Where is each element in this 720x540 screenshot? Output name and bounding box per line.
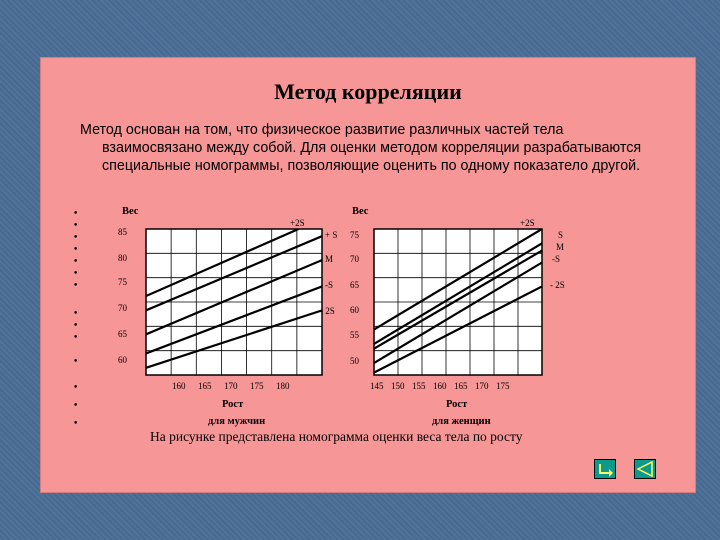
chart-title: для женщин xyxy=(432,416,491,427)
chart-title: для мужчин xyxy=(208,416,266,427)
chart-ylabel: Вес xyxy=(122,206,139,217)
y-tick-label: 60 xyxy=(350,305,359,315)
x-tick-label: 165 xyxy=(198,381,212,391)
chart-ylabel: Вес xyxy=(352,206,369,217)
series-label: +2S xyxy=(290,218,305,228)
bullet: • xyxy=(73,309,79,319)
y-tick-label: 80 xyxy=(118,253,127,263)
y-tick-label: 50 xyxy=(350,356,359,366)
x-tick-label: 160 xyxy=(172,381,186,391)
x-tick-label: 170 xyxy=(475,381,489,391)
y-tick-label: 60 xyxy=(118,355,127,365)
y-tick-label: 70 xyxy=(118,303,127,313)
series-label: +2S xyxy=(520,218,535,228)
triangle-left-icon xyxy=(635,460,655,478)
bullet: • xyxy=(73,383,79,393)
x-tick-label: 180 xyxy=(276,381,290,391)
chart-xlabel: Рост xyxy=(222,399,244,410)
paragraph-rest: взаимосвязано между собой. Для оценки методом корреляции разрабатываются специальные номограммы, позволяющие оценить по одному показатело другой. xyxy=(102,140,642,174)
x-tick-label: 155 xyxy=(412,381,426,391)
chart-xlabel: Рост xyxy=(446,399,468,410)
bullet: • xyxy=(73,321,79,331)
bullet: • xyxy=(73,221,79,231)
y-tick-label: 70 xyxy=(350,254,359,264)
x-tick-label: 165 xyxy=(454,381,468,391)
y-tick-label: 65 xyxy=(350,280,359,290)
series-label: - 2S xyxy=(320,306,335,316)
back-button[interactable] xyxy=(634,459,656,479)
y-tick-label: 85 xyxy=(118,227,127,237)
home-button[interactable] xyxy=(594,459,616,479)
bullet: • xyxy=(73,233,79,243)
series-label: -S xyxy=(552,254,561,264)
bullet: • xyxy=(73,269,79,279)
bullet: • xyxy=(73,401,79,411)
x-tick-label: 170 xyxy=(224,381,238,391)
paragraph-first-line: Метод основан на том, что физическое развитие различных частей тела xyxy=(80,122,564,138)
bullet: • xyxy=(73,419,79,429)
series-label: -S xyxy=(325,280,334,290)
y-tick-label: 55 xyxy=(350,330,359,340)
return-arrow-icon xyxy=(595,460,615,478)
series-label: M xyxy=(556,242,565,252)
x-tick-label: 175 xyxy=(250,381,264,391)
nomogram-charts xyxy=(40,57,696,493)
x-tick-label: 160 xyxy=(433,381,447,391)
y-tick-label: 75 xyxy=(350,230,359,240)
x-tick-label: 175 xyxy=(496,381,510,391)
series-label: + S xyxy=(325,230,338,240)
bullet: • xyxy=(73,333,79,343)
series-label: M xyxy=(325,254,334,264)
bullet: • xyxy=(73,357,79,367)
slide-title: Метод корреляции xyxy=(274,79,462,104)
figure-caption: На рисунке представлена номограмма оценки веса тела по росту xyxy=(150,429,523,444)
bullet: • xyxy=(73,257,79,267)
x-tick-label: 145 xyxy=(370,381,384,391)
slide xyxy=(40,57,696,493)
y-tick-label: 65 xyxy=(118,329,127,339)
bullet: • xyxy=(73,281,79,291)
bullet: • xyxy=(73,245,79,255)
x-tick-label: 150 xyxy=(391,381,405,391)
series-label: S xyxy=(558,230,564,240)
series-label: - 2S xyxy=(550,280,565,290)
bullet: • xyxy=(73,209,79,219)
y-tick-label: 75 xyxy=(118,277,127,287)
